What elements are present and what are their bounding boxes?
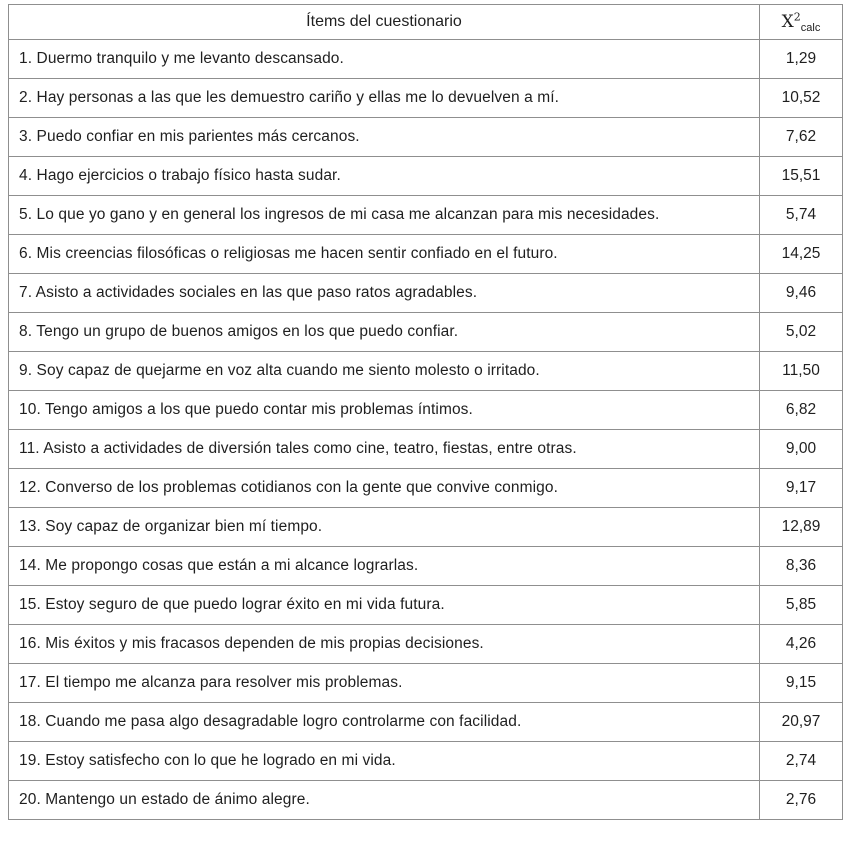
header-row [9, 5, 843, 40]
item-text: 16. Mis éxitos y mis fracasos dependen de mis propias decisiones. [9, 625, 760, 664]
chi-square-value: 11,50 [760, 352, 843, 391]
item-text: 5. Lo que yo gano y en general los ingresos de mi casa me alcanzan para mis necesidades. [9, 196, 760, 235]
chi-square-value: 20,97 [760, 703, 843, 742]
table-row [9, 352, 843, 391]
item-text: 19. Estoy satisfecho con lo que he logrado en mi vida. [9, 742, 760, 781]
chi-square-value: 12,89 [760, 508, 843, 547]
table-row [9, 79, 843, 118]
item-text: 4. Hago ejercicios o trabajo físico hasta sudar. [9, 157, 760, 196]
table-row [9, 313, 843, 352]
item-text: 3. Puedo confiar en mis parientes más cercanos. [9, 118, 760, 157]
chi-square-value: 14,25 [760, 235, 843, 274]
table-row [9, 703, 843, 742]
chi-square-value: 15,51 [760, 157, 843, 196]
table-row [9, 625, 843, 664]
chi-square-value: 2,76 [760, 781, 843, 820]
item-text: 7. Asisto a actividades sociales en las que paso ratos agradables. [9, 274, 760, 313]
chi-square-value: 5,74 [760, 196, 843, 235]
table-row [9, 235, 843, 274]
table-row [9, 469, 843, 508]
item-text: 6. Mis creencias filosóficas o religiosas me hacen sentir confiado en el futuro. [9, 235, 760, 274]
chi-square-exponent: 2 [793, 10, 801, 24]
items-column-header: Ítems del cuestionario [9, 5, 760, 40]
table-row [9, 40, 843, 79]
table-row [9, 157, 843, 196]
chi-square-value: 6,82 [760, 391, 843, 430]
table-row [9, 664, 843, 703]
table-row [9, 118, 843, 157]
table-row [9, 274, 843, 313]
table-row [9, 586, 843, 625]
chi-square-base: X [781, 12, 794, 32]
table-row [9, 391, 843, 430]
item-text: 12. Converso de los problemas cotidianos con la gente que convive conmigo. [9, 469, 760, 508]
item-text: 17. El tiempo me alcanza para resolver mis problemas. [9, 664, 760, 703]
item-text: 1. Duermo tranquilo y me levanto descansado. [9, 40, 760, 79]
table-row [9, 781, 843, 820]
item-text: 11. Asisto a actividades de diversión tales como cine, teatro, fiestas, entre otras. [9, 430, 760, 469]
chi-square-value: 4,26 [760, 625, 843, 664]
chi-square-value: 1,29 [760, 40, 843, 79]
table-row [9, 742, 843, 781]
chi-square-subscript: calc [800, 22, 821, 35]
chi-square-value: 5,02 [760, 313, 843, 352]
chi-square-value: 9,46 [760, 274, 843, 313]
chi-square-value: 9,17 [760, 469, 843, 508]
chi-square-value: 5,85 [760, 586, 843, 625]
chi-square-symbol [781, 10, 821, 35]
chi-square-value: 9,15 [760, 664, 843, 703]
table-head [9, 5, 843, 40]
chi-square-value: 7,62 [760, 118, 843, 157]
item-text: 9. Soy capaz de quejarme en voz alta cuando me siento molesto o irritado. [9, 352, 760, 391]
chi-square-value: 8,36 [760, 547, 843, 586]
table-row [9, 196, 843, 235]
chi-square-value: 9,00 [760, 430, 843, 469]
item-text: 13. Soy capaz de organizar bien mí tiempo. [9, 508, 760, 547]
item-text: 10. Tengo amigos a los que puedo contar mis problemas íntimos. [9, 391, 760, 430]
item-text: 8. Tengo un grupo de buenos amigos en los que puedo confiar. [9, 313, 760, 352]
questionnaire-table [8, 4, 843, 820]
item-text: 20. Mantengo un estado de ánimo alegre. [9, 781, 760, 820]
chi-square-value: 2,74 [760, 742, 843, 781]
item-text: 14. Me propongo cosas que están a mi alcance lograrlas. [9, 547, 760, 586]
item-text: 18. Cuando me pasa algo desagradable logro controlarme con facilidad. [9, 703, 760, 742]
chi-square-value: 10,52 [760, 79, 843, 118]
item-text: 15. Estoy seguro de que puedo lograr éxito en mi vida futura. [9, 586, 760, 625]
table-body [9, 40, 843, 820]
chi-square-column-header [760, 5, 843, 40]
item-text: 2. Hay personas a las que les demuestro cariño y ellas me lo devuelven a mí. [9, 79, 760, 118]
table-row [9, 508, 843, 547]
table-row [9, 430, 843, 469]
table-row [9, 547, 843, 586]
